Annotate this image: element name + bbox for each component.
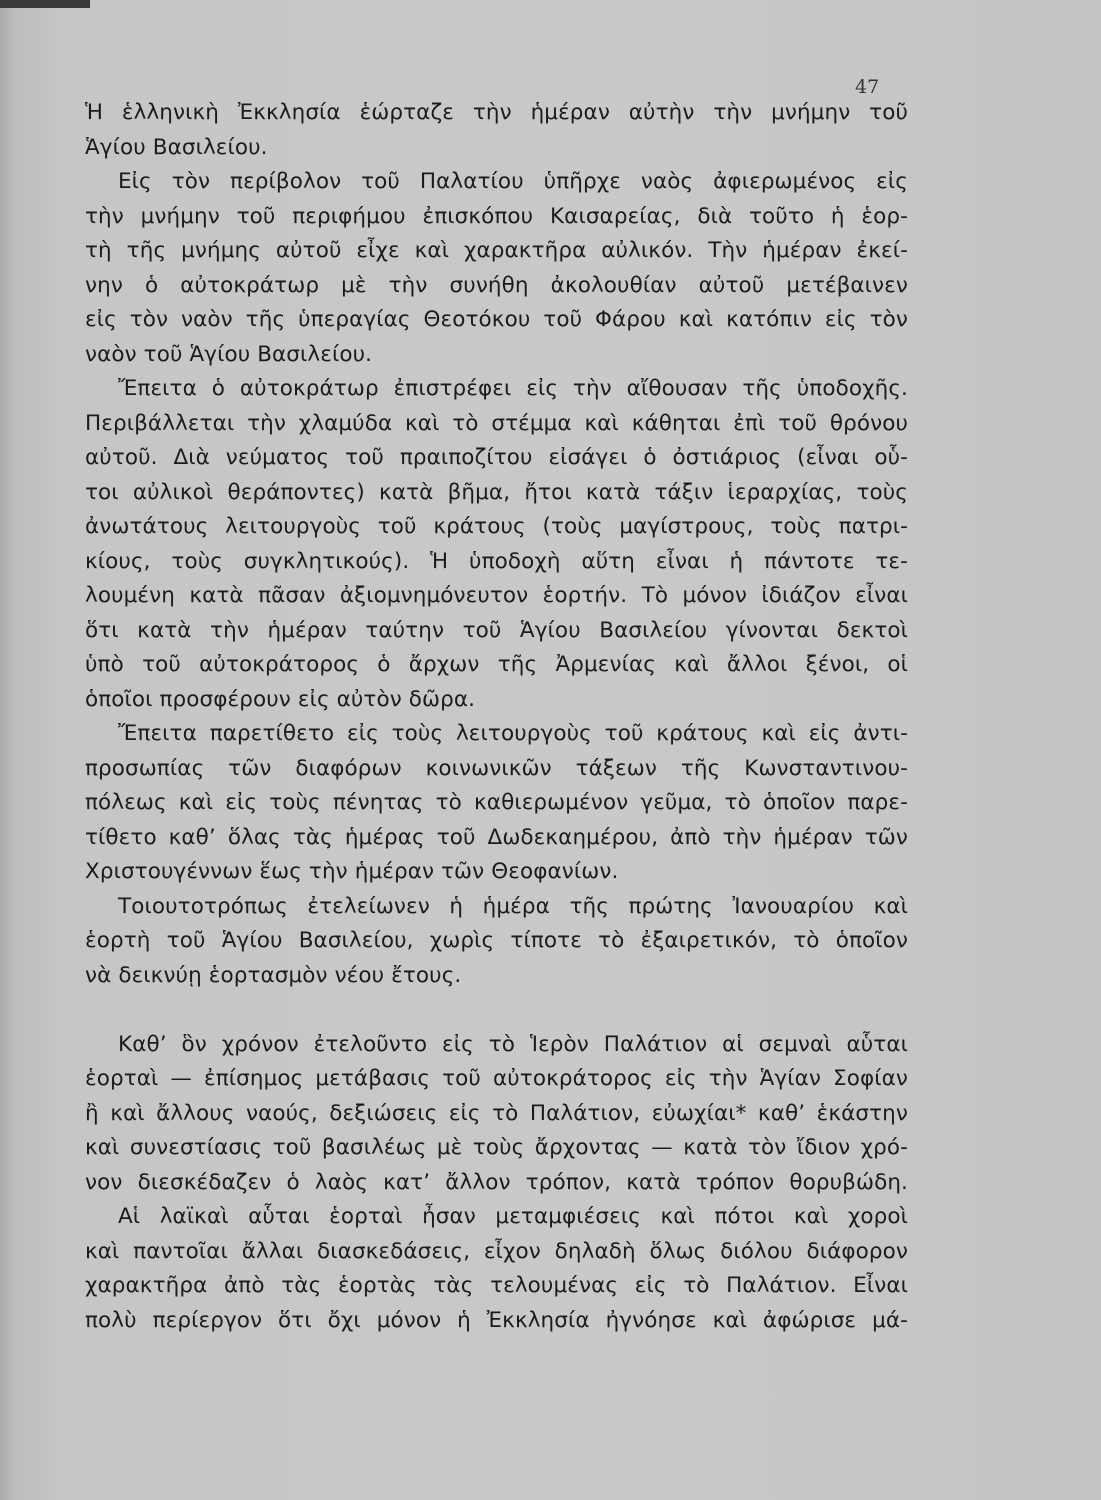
text-line: Εἰς τὸν περίβολον τοῦ Παλατίου ὑπῆρχε ναὸς ἀφιερωμένος εἰς (118, 169, 908, 194)
text-line: ἑορτὴ τοῦ Ἁγίου Βασιλείου, χωρὶς τίποτε τὸ ἐξαιρετικόν, τὸ ὁποῖον (85, 928, 908, 953)
text-line: ἢ καὶ ἄλλους ναούς, δεξιώσεις εἰς τὸ Παλάτιον, εὐωχίαι* καθ’ ἑκάστην (85, 1100, 908, 1126)
text-line: νον διεσκέδαζεν ὁ λαὸς κατ’ ἄλλον τρόπον, κατὰ τρόπον θορυβώδη. (85, 1169, 908, 1195)
text-line: λουμένη κατὰ πᾶσαν ἀξιομνημόνευτον ἑορτήν. Τὸ μόνον ἰδιάζον εἶναι (85, 583, 908, 608)
text-line: καὶ συνεστίασις τοῦ βασιλέως μὲ τοὺς ἄρχοντας — κατὰ τὸν ἴδιον χρό- (85, 1135, 908, 1160)
text-line: ἑορταὶ — ἐπίσημος μετάβασις τοῦ αὐτοκράτορος εἰς τὴν Ἁγίαν Σοφίαν (85, 1066, 908, 1091)
text-line: προσωπίας τῶν διαφόρων κοινωνικῶν τάξεων τῆς Κωνσταντινου- (85, 755, 908, 781)
text-line: πολὺ περίεργον ὅτι ὄχι μόνον ἡ Ἐκκλησία ἠγνόησε καὶ ἀφώρισε μά- (85, 1307, 908, 1333)
text-line: Περιβάλλεται τὴν χλαμύδα καὶ τὸ στέμμα καὶ κάθηται ἐπὶ τοῦ θρόνου (85, 410, 908, 436)
text-line: νην ὁ αὐτοκράτωρ μὲ τὴν συνήθη ἀκολουθίαν αὐτοῦ μετέβαινεν (85, 272, 908, 298)
text-line: καὶ παντοῖαι ἄλλαι διασκεδάσεις, εἶχον δηλαδὴ ὅλως διόλου διάφορον (85, 1238, 908, 1264)
text-line: τίθετο καθ’ ὅλας τὰς ἡμέρας τοῦ Δωδεκαημέρου, ἀπὸ τὴν ἡμέραν τῶν (85, 824, 908, 850)
text-line: Καθ’ ὃν χρόνον ἐτελοῦντο εἰς τὸ Ἱερὸν Παλάτιον αἱ σεμναὶ αὗται (118, 1031, 908, 1057)
text-line: ναὸν τοῦ Ἁγίου Βασιλείου. (85, 341, 373, 367)
text-line: Τοιουτοτρόπως ἐτελείωνεν ἡ ἡμέρα τῆς πρώτης Ἰανουαρίου καὶ (118, 893, 908, 919)
text-line: χαρακτῆρα ἀπὸ τὰς ἑορτὰς τὰς τελουμένας εἰς τὸ Παλάτιον. Εἶναι (85, 1273, 908, 1298)
text-line: τὴν μνήμην τοῦ περιφήμου ἐπισκόπου Καισαρείας, διὰ τοῦτο ἡ ἑορ- (85, 203, 908, 229)
scan-edge (0, 0, 90, 8)
text-line: Ἔπειτα παρετίθετο εἰς τοὺς λειτουργοὺς τοῦ κράτους καὶ εἰς ἀντι- (118, 721, 908, 746)
text-line: τὴ τῆς μνήμης αὐτοῦ εἶχε καὶ χαρακτῆρα αὐλικόν. Τὴν ἡμέραν ἐκεί- (85, 238, 908, 263)
text-line: πόλεως καὶ εἰς τοὺς πένητας τὸ καθιερωμένον γεῦμα, τὸ ὁποῖον παρε- (85, 790, 908, 815)
text-line: Ἁγίου Βασιλείου. (85, 134, 268, 160)
text-line: ὁποῖοι προσφέρουν εἰς αὐτὸν δῶρα. (85, 686, 476, 712)
text-line: κίους, τοὺς συγκλητικούς). Ἡ ὑποδοχὴ αὕτη εἶναι ἡ πάντοτε τε- (85, 548, 908, 574)
text-line: Ἡ ἑλληνικὴ Ἐκκλησία ἑώρταζε τὴν ἡμέραν αὐτὴν τὴν μνήμην τοῦ (85, 100, 908, 125)
text-line: ὅτι κατὰ τὴν ἡμέραν ταύτην τοῦ Ἁγίου Βασιλείου γίνονται δεκτοὶ (85, 617, 908, 643)
text-line: Χριστουγέννων ἕως τὴν ἡμέραν τῶν Θεοφανίων. (85, 859, 619, 884)
text-line: Αἱ λαϊκαὶ αὗται ἑορταὶ ἦσαν μεταμφιέσεις καὶ πότοι καὶ χοροὶ (118, 1204, 908, 1229)
text-line: εἰς τὸν ναὸν τῆς ὑπεραγίας Θεοτόκου τοῦ Φάρου καὶ κατόπιν εἰς τὸν (85, 307, 908, 332)
text-line: Ἔπειτα ὁ αὐτοκράτωρ ἐπιστρέφει εἰς τὴν αἴθουσαν τῆς ὑποδοχῆς. (118, 376, 908, 401)
text-line: ἀνωτάτους λειτουργοὺς τοῦ κράτους (τοὺς μαγίστρους, τοὺς πατρι- (85, 514, 908, 539)
text-line: τοι αὐλικοὶ θεράποντες) κατὰ βῆμα, ἤτοι κατὰ τάξιν ἱεραρχίας, τοὺς (85, 479, 908, 505)
text-line: νὰ δεικνύῃ ἑορτασμὸν νέου ἔτους. (85, 962, 462, 988)
page-number: 47 (855, 76, 880, 98)
text-line: ὑπὸ τοῦ αὐτοκράτορος ὁ ἄρχων τῆς Ἀρμενίας καὶ ἄλλοι ξένοι, οἱ (85, 652, 908, 677)
text-line: αὐτοῦ. Διὰ νεύματος τοῦ πραιποζίτου εἰσάγει ὁ ὀστιάριος (εἶναι οὗ- (85, 445, 908, 470)
